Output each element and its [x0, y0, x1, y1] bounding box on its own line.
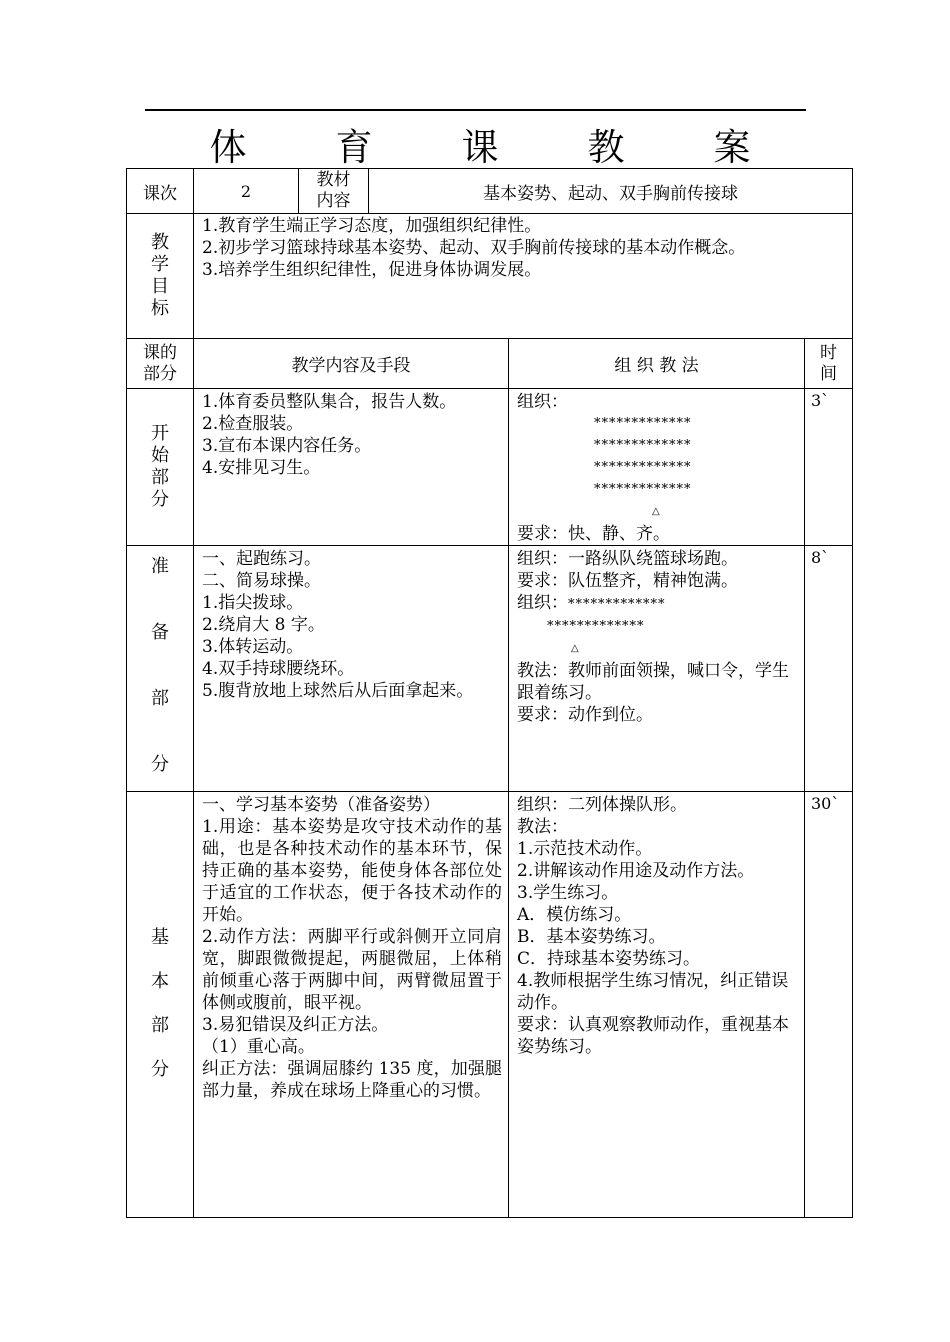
time-header-line: 时 — [820, 342, 837, 363]
material-label-line: 教材 — [316, 170, 351, 190]
basic-label-char: 分 — [151, 1059, 169, 1080]
content-line: 2.绕肩大 8 字。 — [202, 615, 325, 635]
start-method — [509, 389, 805, 546]
page-title — [200, 118, 760, 170]
prep-part-label — [127, 546, 194, 792]
start-time: 3` — [805, 389, 853, 546]
content-line: 一、学习基本姿势（准备姿势） — [202, 795, 440, 815]
content-line: 3.易犯错误及纠正方法。 — [202, 1015, 389, 1035]
prep-label-char: 准 — [151, 556, 169, 577]
content-line: 2.检查服装。 — [202, 414, 304, 434]
basic-part-row — [127, 792, 853, 1218]
content-line: （1）重心高。 — [202, 1037, 315, 1057]
prep-label-char: 部 — [151, 688, 169, 709]
method-line: B．基本姿势练习。 — [517, 927, 666, 947]
title-char: 体 — [209, 126, 247, 169]
content-column-header: 教学内容及手段 — [194, 339, 509, 389]
prep-content — [194, 546, 509, 792]
objective-item: 3.培养学生组织纪律性，促进身体协调发展。 — [202, 260, 542, 280]
start-label-char: 部 — [151, 467, 169, 488]
content-line: 1.指尖拨球。 — [202, 593, 304, 613]
objectives-label-char: 学 — [151, 254, 169, 275]
title-char: 案 — [713, 126, 751, 169]
objectives-label-char: 教 — [151, 232, 169, 253]
content-line: 1.用途：基本姿势是攻守技术动作的基础，也是各种技术动作的基本环节，保持正确的基本姿势，能使身体各部位处于适宜的工作状态，便于各技术动作的开始。 — [202, 817, 502, 925]
basic-label-char: 本 — [151, 971, 169, 992]
method-line: 组织：二列体操队形。 — [517, 795, 687, 815]
part-column-header — [127, 339, 194, 389]
title-char: 课 — [461, 126, 499, 169]
method-line: 教法： — [517, 817, 568, 837]
time-header-line: 间 — [820, 363, 837, 384]
objectives-content — [194, 214, 853, 339]
teacher-marker: △ — [571, 643, 579, 654]
objective-item: 2.初步学习篮球持球基本姿势、起动、双手胸前传接球的基本动作概念。 — [202, 238, 746, 258]
formation-row: ************* — [568, 597, 666, 612]
method-line: 3.学生练习。 — [517, 883, 619, 903]
material-value: 基本姿势、起动、双手胸前传接球 — [369, 169, 853, 214]
formation-row: ************* — [594, 460, 692, 475]
requirement-line: 要求：快、静、齐。 — [517, 524, 670, 544]
objective-item: 1.教育学生端正学习态度，加强组织纪律性。 — [202, 216, 542, 236]
objectives-label-char: 标 — [151, 298, 169, 319]
content-line: 1.体育委员整队集合，报告人数。 — [202, 392, 457, 412]
method-line: A．模仿练习。 — [517, 905, 632, 925]
basic-part-label — [127, 792, 194, 1218]
teacher-marker: △ — [652, 506, 660, 517]
objectives-row — [127, 214, 853, 339]
basic-label-char: 基 — [151, 927, 169, 948]
formation-line — [517, 592, 798, 616]
start-part-row — [127, 389, 853, 546]
part-header-line: 部分 — [143, 363, 177, 384]
content-line: 3.宣布本课内容任务。 — [202, 436, 372, 456]
start-label-char: 始 — [151, 445, 169, 466]
method-line: 要求：队伍整齐，精神饱满。 — [517, 571, 738, 591]
formation-row: ************* — [594, 438, 692, 453]
prep-time: 8` — [805, 546, 853, 792]
basic-method — [509, 792, 805, 1218]
content-line: 2.动作方法：两脚平行或斜侧开立同肩宽，脚跟微微提起，两腿微屈，上体稍前倾重心落于两脚中间，两臂微屈置于体侧或腹前，眼平视。 — [202, 927, 502, 1013]
prep-label-char: 备 — [151, 622, 169, 643]
method-column-header: 组 织 教 法 — [509, 339, 805, 389]
objectives-label — [127, 214, 194, 339]
formation-row: ************* — [594, 416, 692, 431]
start-label-char: 开 — [151, 423, 169, 444]
basic-content — [194, 792, 509, 1218]
org-label: 组织： — [517, 593, 568, 613]
content-line: 纠正方法：强调屈膝约 135 度，加强腿部力量，养成在球场上降重心的习惯。 — [202, 1059, 502, 1101]
lesson-plan-table — [126, 168, 853, 1218]
title-char: 育 — [335, 126, 373, 169]
header-row — [127, 169, 853, 214]
prep-method — [509, 546, 805, 792]
content-line: 4.双手持球腰绕环。 — [202, 659, 355, 679]
method-line: C．持球基本姿势练习。 — [517, 949, 701, 969]
formation-row: ************* — [594, 482, 692, 497]
method-line: 1.示范技术动作。 — [517, 839, 653, 859]
content-line: 一、起跑练习。 — [202, 549, 321, 569]
method-line: 要求：认真观察教师动作，重视基本姿势练习。 — [517, 1015, 789, 1057]
method-line: 2.讲解该动作用途及动作方法。 — [517, 861, 755, 881]
content-line: 二、简易球操。 — [202, 571, 321, 591]
time-column-header — [805, 339, 853, 389]
material-label-line: 内容 — [316, 191, 351, 211]
content-line: 4.安排见习生。 — [202, 458, 321, 478]
start-content — [194, 389, 509, 546]
method-line: 要求：动作到位。 — [517, 705, 653, 725]
content-line: 3.体转运动。 — [202, 637, 304, 657]
material-label — [299, 169, 369, 214]
top-rule — [145, 109, 806, 111]
part-header-line: 课的 — [143, 342, 177, 363]
lesson-no-label: 课次 — [127, 169, 194, 214]
lesson-no-value: 2 — [194, 169, 299, 214]
prep-label-char: 分 — [151, 754, 169, 775]
content-line: 5.腹背放地上球然后从后面拿起来。 — [202, 681, 474, 701]
objectives-label-char: 目 — [151, 276, 169, 297]
basic-time: 30` — [805, 792, 853, 1218]
method-line: 组织：一路纵队绕篮球场跑。 — [517, 549, 738, 569]
start-label-char: 分 — [151, 489, 169, 510]
prep-part-row — [127, 546, 853, 792]
start-part-label — [127, 389, 194, 546]
title-char: 教 — [587, 126, 625, 169]
org-label: 组织： — [517, 392, 568, 412]
basic-label-char: 部 — [151, 1015, 169, 1036]
method-line: 教法：教师前面领操，喊口令，学生跟着练习。 — [517, 661, 789, 703]
column-header-row — [127, 339, 853, 389]
formation-row: ************* — [547, 619, 645, 634]
method-line: 4.教师根据学生练习情况，纠正错误动作。 — [517, 971, 789, 1013]
